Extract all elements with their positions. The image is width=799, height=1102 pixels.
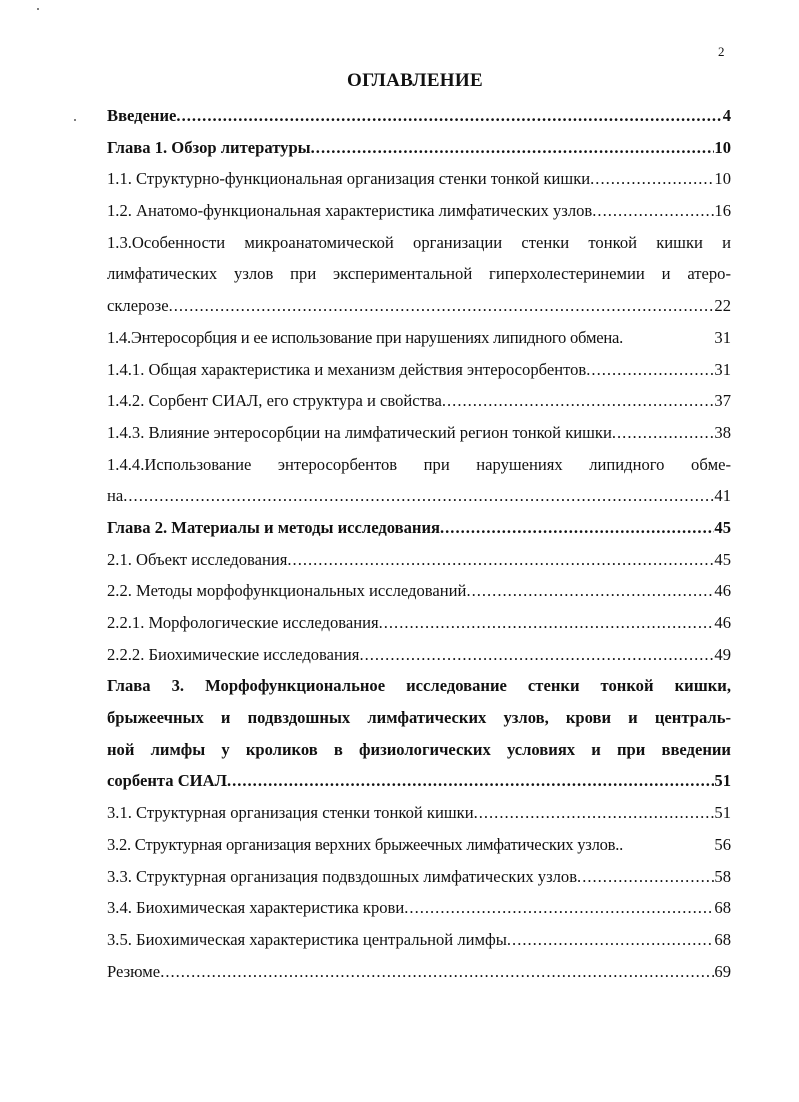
dot-leader bbox=[577, 861, 714, 893]
toc-entry-page: 51 bbox=[714, 803, 731, 823]
toc-entry-label: 3.3. Структурная организация подвздошных лимфатических узлов bbox=[107, 866, 578, 886]
dot-leader bbox=[466, 575, 714, 607]
toc-entry-2-2[interactable] bbox=[107, 575, 731, 607]
dot-leader bbox=[359, 639, 714, 671]
dot-leader bbox=[227, 765, 714, 797]
scan-speck bbox=[37, 8, 39, 10]
table-of-contents bbox=[107, 100, 731, 987]
toc-entry-label: 1.4.Энтеросорбция и ее использование при нарушениях липидного обмена. bbox=[107, 327, 624, 347]
toc-entry-label: 3.2. Структурная организация верхних брыжеечных лимфатических узлов.. bbox=[107, 834, 624, 854]
toc-entry-1-4-3[interactable] bbox=[107, 417, 731, 449]
dot-leader bbox=[507, 924, 715, 956]
dot-leader bbox=[440, 512, 714, 544]
toc-entry-page: 68 bbox=[714, 898, 731, 918]
toc-entry-chapter-2[interactable] bbox=[107, 512, 731, 544]
toc-entry-page: 45 bbox=[714, 549, 731, 569]
toc-entry-1-4-4[interactable] bbox=[107, 449, 731, 512]
toc-entry-page: 22 bbox=[714, 296, 731, 316]
toc-entry-label: 3.1. Структурная организация стенки тонкой кишки bbox=[107, 803, 474, 823]
toc-entry-3-4[interactable] bbox=[107, 892, 731, 924]
toc-entry-1-3[interactable] bbox=[107, 227, 731, 322]
toc-entry-1-4-1[interactable] bbox=[107, 354, 731, 386]
dot-leader bbox=[612, 417, 715, 449]
toc-entry-page: 56 bbox=[714, 834, 731, 854]
dot-leader bbox=[379, 607, 715, 639]
toc-entry-1-2[interactable] bbox=[107, 195, 731, 227]
dot-leader bbox=[287, 544, 714, 576]
toc-entry-label-line: на bbox=[107, 486, 124, 506]
toc-entry-page: 10 bbox=[714, 137, 731, 157]
toc-entry-label-line: 1.3.Особенности микроанатомической организации стенки тонкой кишки и bbox=[107, 232, 731, 252]
toc-entry-page: 51 bbox=[714, 771, 731, 791]
toc-entry-page: 49 bbox=[714, 644, 731, 664]
toc-entry-label-line: брыжеечных и подвздошных лимфатических узлов, крови и централь- bbox=[107, 708, 731, 728]
toc-entry-page: 38 bbox=[714, 422, 731, 442]
toc-entry-page: 10 bbox=[714, 169, 731, 189]
toc-entry-1-4[interactable] bbox=[107, 322, 731, 354]
toc-entry-label: 2.1. Объект исследования bbox=[107, 549, 288, 569]
toc-entry-page: 16 bbox=[714, 201, 731, 221]
toc-entry-label: Резюме bbox=[107, 961, 161, 981]
toc-entry-1-1[interactable] bbox=[107, 163, 731, 195]
toc-entry-label: 2.2. Методы морфофункциональных исследований bbox=[107, 581, 467, 601]
dot-leader bbox=[474, 797, 715, 829]
toc-entry-1-4-2[interactable] bbox=[107, 385, 731, 417]
toc-entry-page: 69 bbox=[714, 961, 731, 981]
toc-entry-label-line: лимфатических узлов при экспериментальной гиперхолестеринемии и атеро- bbox=[107, 264, 731, 284]
toc-entry-label-line: склерозе bbox=[107, 296, 169, 316]
dot-leader bbox=[176, 100, 722, 132]
toc-entry-page: 58 bbox=[714, 866, 731, 886]
toc-entry-3-2[interactable] bbox=[107, 829, 731, 861]
toc-entry-page: 31 bbox=[714, 327, 731, 347]
toc-entry-3-3[interactable] bbox=[107, 861, 731, 893]
toc-entry-label: 1.4.2. Сорбент СИАЛ, его структура и свойства bbox=[107, 391, 442, 411]
toc-entry-page: 37 bbox=[714, 391, 731, 411]
page-number: 2 bbox=[718, 44, 725, 59]
toc-entry-chapter-3[interactable] bbox=[107, 670, 731, 797]
toc-entry-chapter-1[interactable] bbox=[107, 132, 731, 164]
toc-entry-label: 3.4. Биохимическая характеристика крови bbox=[107, 898, 405, 918]
toc-title: ОГЛАВЛЕНИЕ bbox=[347, 70, 483, 91]
toc-entry-2-2-1[interactable] bbox=[107, 607, 731, 639]
toc-entry-label-line: сорбента СИАЛ bbox=[107, 771, 227, 791]
toc-entry-page: 41 bbox=[714, 486, 731, 506]
dot-leader bbox=[590, 163, 714, 195]
dot-leader bbox=[123, 480, 714, 512]
toc-entry-label: 1.1. Структурно-функциональная организация стенки тонкой кишки bbox=[107, 169, 591, 189]
toc-entry-resume[interactable] bbox=[107, 956, 731, 988]
dot-leader bbox=[586, 354, 714, 386]
dot-leader bbox=[160, 956, 714, 988]
toc-entry-label: 3.5. Биохимическая характеристика центральной лимфы bbox=[107, 929, 507, 949]
toc-entry-2-2-2[interactable] bbox=[107, 639, 731, 671]
dot-leader bbox=[169, 290, 715, 322]
toc-entry-label: Введение bbox=[107, 106, 177, 125]
toc-entry-label-line: Глава 3. Морфофункциональное исследование стенки тонкой кишки, bbox=[107, 676, 731, 696]
toc-entry-page: 46 bbox=[714, 581, 731, 601]
toc-entry-3-5[interactable] bbox=[107, 924, 731, 956]
dot-leader bbox=[592, 195, 714, 227]
toc-entry-label: 1.4.1. Общая характеристика и механизм действия энтеросорбентов bbox=[107, 359, 587, 379]
toc-entry-page: 4 bbox=[722, 106, 731, 125]
dot-leader bbox=[311, 132, 715, 164]
toc-entry-2-1[interactable] bbox=[107, 544, 731, 576]
toc-entry-page: 45 bbox=[714, 517, 731, 537]
toc-entry-3-1[interactable] bbox=[107, 797, 731, 829]
toc-entry-label: Глава 1. Обзор литературы bbox=[107, 137, 311, 157]
toc-entry-page: 46 bbox=[714, 613, 731, 632]
toc-entry-label-line: ной лимфы у кроликов в физиологических условиях и при введении bbox=[107, 739, 731, 759]
dot-leader bbox=[404, 892, 714, 924]
toc-entry-page: 68 bbox=[714, 929, 731, 949]
toc-entry-label: 2.2.2. Биохимические исследования bbox=[107, 644, 360, 664]
toc-entry-label-line: 1.4.4.Использование энтеросорбентов при нарушениях липидного обме- bbox=[107, 454, 731, 474]
toc-entry-page: 31 bbox=[714, 359, 731, 379]
scan-speck bbox=[74, 119, 76, 121]
dot-leader bbox=[442, 385, 715, 417]
toc-entry-label: Глава 2. Материалы и методы исследования bbox=[107, 517, 440, 537]
toc-entry-label: 1.4.3. Влияние энтеросорбции на лимфатический регион тонкой кишки bbox=[107, 422, 612, 442]
toc-entry-introduction[interactable] bbox=[107, 100, 731, 132]
toc-entry-label: 1.2. Анатомо-функциональная характеристика лимфатических узлов bbox=[107, 201, 593, 221]
toc-entry-label: 2.2.1. Морфологические исследования bbox=[107, 613, 379, 632]
